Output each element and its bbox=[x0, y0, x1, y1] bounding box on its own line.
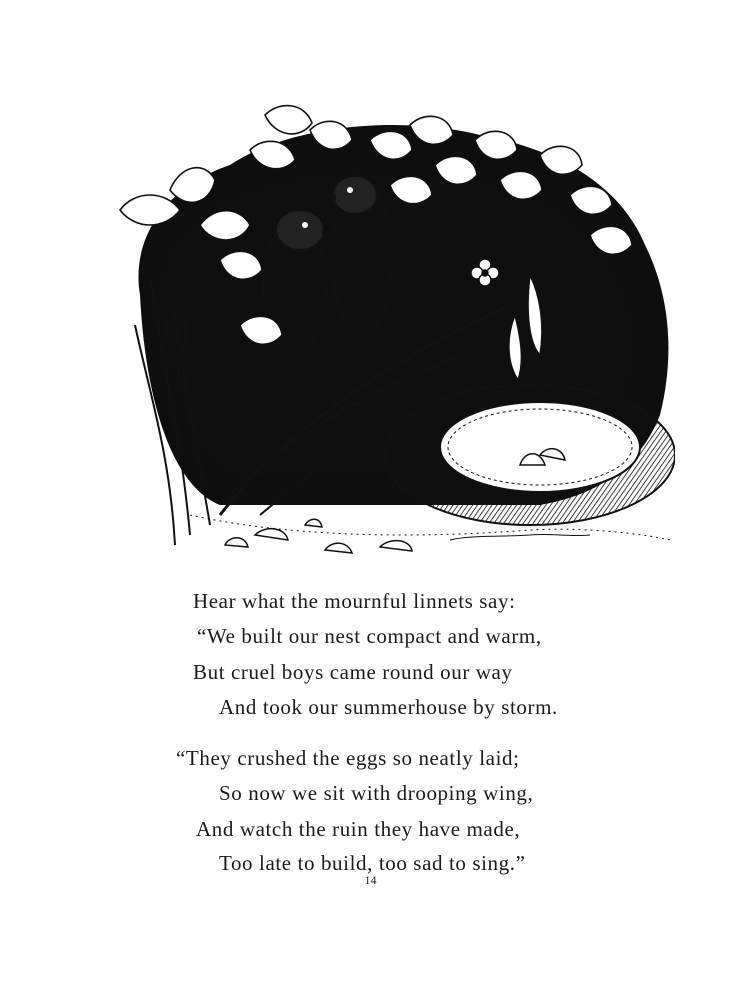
poem-line: “We built our nest compact and warm, bbox=[197, 624, 542, 648]
poem-line: Too late to build, too sad to sing.” bbox=[219, 851, 526, 875]
poem-line: And took our summerhouse by storm. bbox=[219, 695, 558, 719]
ruined-nest bbox=[385, 385, 675, 525]
poem-line: “They crushed the eggs so neatly laid; bbox=[176, 746, 520, 770]
poem-line: Hear what the mournful linnets say: bbox=[193, 589, 516, 613]
poem-line: But cruel boys came round our way bbox=[193, 660, 513, 684]
page-number: 14 bbox=[364, 873, 377, 887]
broken-eggshells bbox=[225, 519, 412, 553]
poem-line: So now we sit with drooping wing, bbox=[219, 781, 534, 805]
engraver-signature bbox=[450, 534, 590, 540]
poem-line: And watch the ruin they have made, bbox=[196, 817, 521, 841]
linnets-nest-engraving bbox=[100, 95, 675, 575]
